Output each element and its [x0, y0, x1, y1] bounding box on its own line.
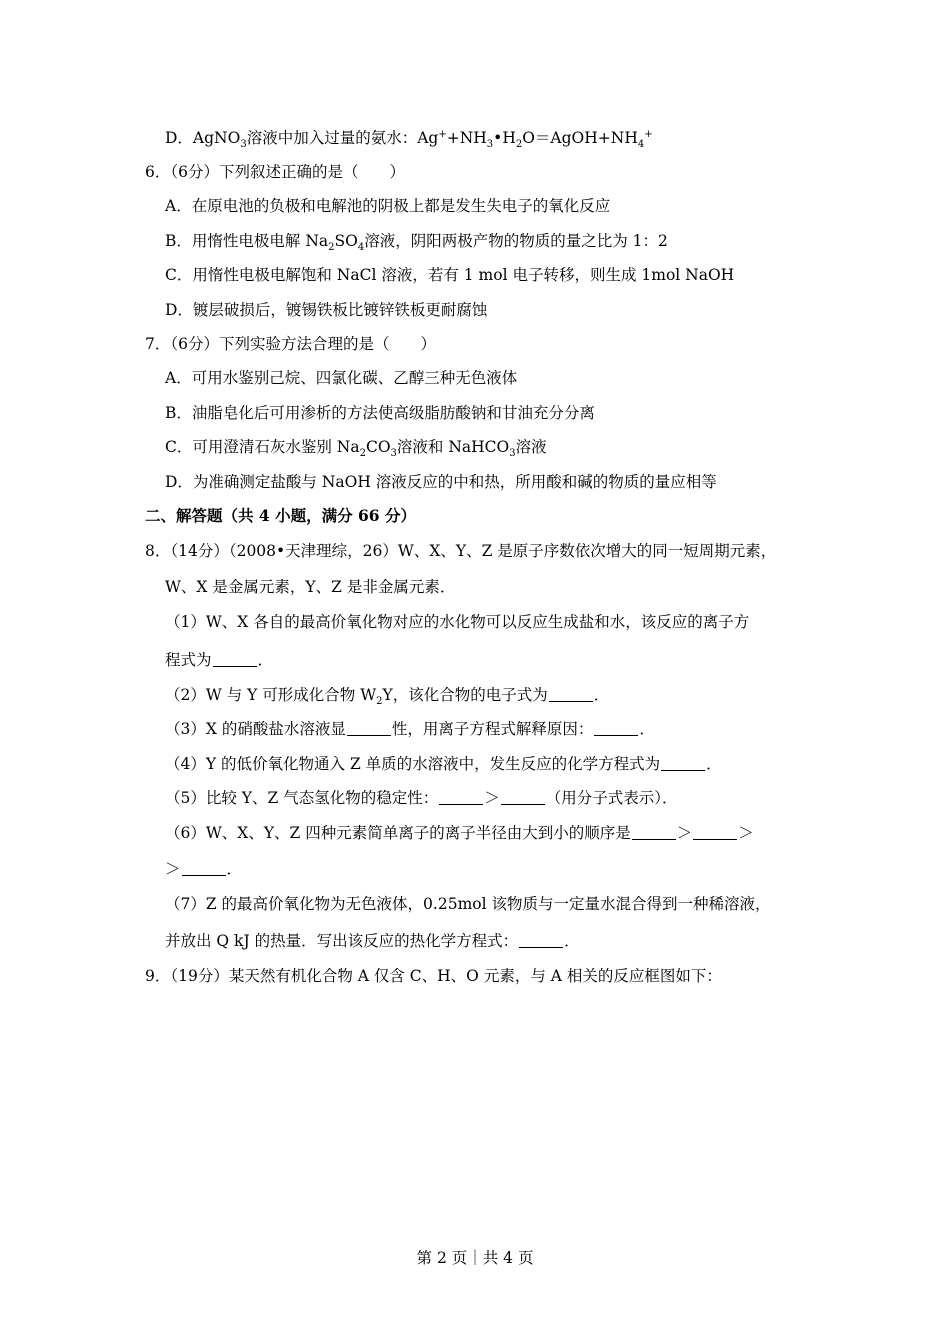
answer-blank	[213, 652, 257, 667]
q8-part1-line1: （1）W、X 各自的最高价氧化物对应的水化物可以反应生成盐和水，该反应的离子方	[165, 613, 750, 631]
answer-blank	[661, 756, 705, 771]
q7-option-c: C．可用澄清石灰水鉴别 $Na_2CO_3$溶液和 NaHCO$_3$溶液	[165, 438, 547, 460]
answer-blank	[594, 721, 638, 736]
q8-part7-line1: （7）Z 的最高价氧化物为无色液体，0.25mol 该物质与一定量水混合得到一种稀溶液，	[165, 895, 771, 913]
q6-option-c: C．用惰性电极电解饱和 NaCl 溶液，若有 1 mol 电子转移，则生成 1mol NaOH	[165, 266, 735, 284]
answer-blank	[693, 825, 737, 840]
answer-blank	[519, 933, 563, 948]
q8-part4: （4）Y 的低价氧化物通入 Z 单质的水溶液中，发生反应的化学方程式为 ．	[165, 755, 722, 773]
section-heading: 二、解答题（共 4 小题，满分 66 分）	[145, 506, 416, 525]
q6-option-b: B．用惰性电极电解 $Na_2SO_4$溶液，阴阳两极产物的物质的量之比为 1：2	[165, 232, 668, 254]
answer-blank	[347, 721, 391, 736]
q8-part3: （3）X 的硝酸盐水溶液显 性，用离子方程式解释原因： ．	[165, 720, 655, 738]
answer-blank	[501, 790, 545, 805]
q8-stem-line1: 8．（14分）（2008•天津理综，26）W、X、Y、Z 是原子序数依次增大的同一短周期元素，	[145, 542, 777, 560]
q8-part2: （2）W 与 Y 可形成化合物 $W_2Y$，该化合物的电子式为 ．	[165, 686, 610, 708]
q6-option-d: D．镀层破损后，镀锡铁板比镀锌铁板更耐腐蚀	[165, 301, 488, 319]
q8-part7-line2: 并放出 Q kJ 的热量．写出该反应的热化学方程式： ．	[165, 932, 580, 950]
answer-blank	[549, 687, 593, 702]
q6-stem: 6．（6分）下列叙述正确的是（ ）	[145, 163, 405, 181]
q7-option-a: A．可用水鉴别己烷、四氯化碳、乙醇三种无色液体	[165, 369, 518, 387]
q7-option-d: D．为准确测定盐酸与 NaOH 溶液反应的中和热，所用酸和碱的物质的量应相等	[165, 473, 717, 491]
q8-part1-line2: 程式为 ．	[165, 651, 274, 669]
q8-part6-line1: （6）W、X、Y、Z 四种元素简单离子的离子半径由大到小的顺序是 ＞ ＞	[165, 824, 754, 842]
q8-part6-line2: ＞ ．	[165, 860, 243, 878]
page-footer: 第 2 页｜共 4 页	[416, 1249, 534, 1267]
q5-option-d: D．AgNO$_3$溶液中加入过量的氨水：$Ag^++NH_3•H_2O=AgOH+NH_4^+$	[165, 128, 653, 151]
answer-blank	[182, 861, 226, 876]
q9-stem: 9．（19分）某天然有机化合物 A 仅含 C、H、O 元素，与 A 相关的反应框图如下：	[145, 967, 722, 985]
q8-stem-line2: W、X 是金属元素，Y、Z 是非金属元素．	[165, 578, 456, 596]
answer-blank	[439, 790, 483, 805]
answer-blank	[632, 825, 676, 840]
q7-option-b: B．油脂皂化后可用渗析的方法使高级脂肪酸钠和甘油充分分离	[165, 404, 595, 422]
q6-option-a: A．在原电池的负极和电解池的阴极上都是发生失电子的氧化反应	[165, 197, 611, 215]
q7-stem: 7．（6分）下列实验方法合理的是（ ）	[145, 335, 436, 353]
q8-part5: （5）比较 Y、Z 气态氢化物的稳定性： ＞ （用分子式表示）．	[165, 789, 678, 807]
